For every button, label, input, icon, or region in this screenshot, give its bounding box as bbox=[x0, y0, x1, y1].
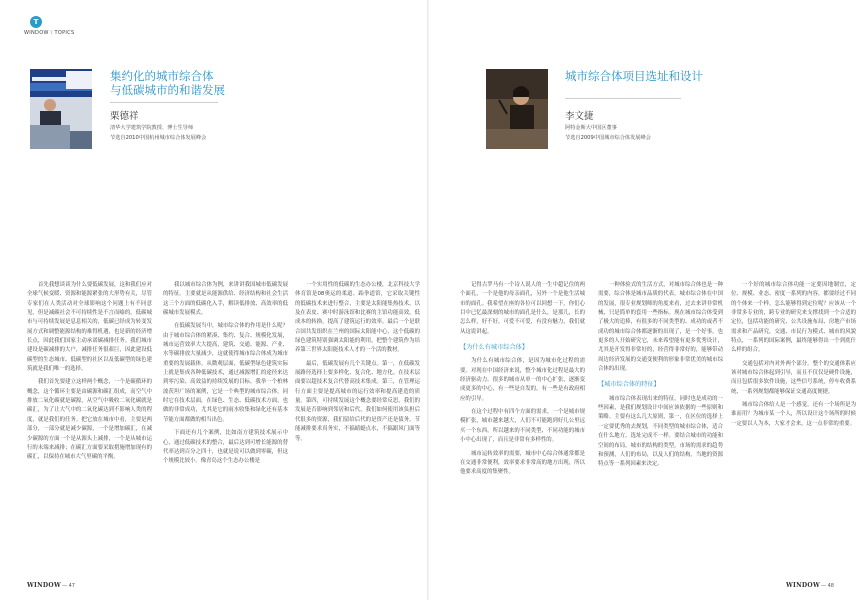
page-fold bbox=[427, 0, 429, 600]
woman-speaking-into-microphone-photo bbox=[486, 69, 548, 149]
paragraph: 我以城市综合体为例，来讲讲我国城市低碳发展的特征。主要就是从能源供给、经济结构和社会生活这三个方面的低碳化入手，解读低排放、高效率的低碳城市发展模式。 bbox=[163, 282, 288, 317]
column-1 bbox=[27, 281, 152, 467]
paragraph: 一个实用性的低碳的生态办公楼，北京科技大学体育馆是08奥运的柔道、跆拳道馆，它采取关键性的低碳技术来进行整合，主要是太阳能集热技术，以及在表皮、赛中时游泳馆和比赛的主馆功能高效，低成本的转换，提高了建筑运行的效率。最后一个是联合国共发组织在兰州的国际太阳能中心，这个低碳的绿色建筑特别强调太阳能的利用，把整个建筑作为培养第三世界太阳能技术人才的一个活的教材。 bbox=[295, 282, 420, 354]
column-3 bbox=[295, 281, 420, 448]
paragraph: 交通包括对内对外两个部分。整个的交通体系应该对城市综合体起到引导，而且不仅仅是硬件设施，而且包括很多软件设施，这些信号系统，停车收费系统，一系列规划都能够保证交通高度便捷。 bbox=[731, 360, 856, 395]
right-footer-brand: WINDOW bbox=[786, 582, 820, 589]
right-page-number: — 48 bbox=[821, 583, 834, 589]
section-tag bbox=[24, 30, 74, 36]
paragraph: 城市综合体给人是一个感觉，还有一个场所是为谁而用？为城市某一个人，所以设计这个场所的时候一定要以人为本，大家才会来，这一点非常的重要。 bbox=[731, 402, 856, 427]
paragraph: 城市运转效率的需要，城市中心综合体通常都是在交通非常便利，效率要求非常高的地方出现，所以他要求高度的集聚性。 bbox=[460, 450, 585, 476]
column-4 bbox=[460, 281, 585, 482]
section-heading: 【城市综合体的特征】 bbox=[598, 381, 660, 389]
left-author-name: 栗德祥 bbox=[110, 111, 139, 122]
paragraph: 最后，低碳发展有几个关键点。第一，在低碳发展路径选择上要多样化、复合化、地方化。在技术层面要以超技术复合代替高技术集成。第三，在管理运行方面主要是提高城市的运行效率和提高建造的质量。第四，可持续发展这个概念要经常反思，我们的发展是否影响到邻居和后代，我们如何使用该负担后代很多的资源，我们留给后代的是资产还是债务，节能减排要求真务实，不搞蜻蜓点水，不搞跟风门面等等。 bbox=[295, 360, 420, 442]
paragraph: 在低碳发展当中，城市综合体的作用是什么呢？由于城市综合体的紧凑、集约、复合、规模化发展，城市运营效率大大提高，建筑、交通、能源、产业、水等碳排放大量减少，这就使得城市综合体成为城市重要的发展载体。从微观层面，低碳型绿色建筑实际上就是集成各种低碳技术，通过减源增汇的途径来达到零污染、高效益的持续发展的目标。我举一个柏林波茨坦广场的案例，它是一个典型的城市综合体，同时它在技术层面，在绿色、生态、低碳技术方面，也做的非常成功，尤其是它的雨水收集和绿化还有基本节能方面都做的相当出色。 bbox=[163, 323, 288, 423]
left-meta-affiliation: 清华大学建筑学院教授、博士生导师 bbox=[110, 125, 194, 131]
paragraph: 在这个过程中有四个方面的需求，一个是城市规模扩张，城市越来越大，人们不可能跑到好几公里远买一个东西，所以越来的不同类型、不同功能的城市小中心出现了，而且是非常有多样性的。 bbox=[460, 409, 585, 444]
paragraph: 我们首先要建立这样两个概念，一个是碳循环的概念，这个循环主要是由碳源和碳汇组成，而空气中排放二氧化碳就是碳源，从空气中吸收二氧化碳就是碳汇，为了让大气中的二氧化碳达到不影响人类的程度，就是我们的任务。把它放在城市中看，主要是两部分，一部分就是减少碳源，一个是增加碳汇，在减少碳源的方面一个是从源头上减排，一个是从城市运行的末端来减排；在碳汇方面要采取措施增加现有的碳汇，以保持在城市大气里碳的平衡。 bbox=[27, 379, 152, 461]
column-5 bbox=[598, 281, 723, 474]
paragraph: 一个好的城市综合体功能一定要因地制宜，定位、规模、业态、密度一系列的内容，都要经过不同的个体来一个样。怎么能够得到定位呢？应该从一个非常多专业的，跨专业的研究来支撑找到一个合适的定位，包括功能的研究、公共设施布局、房地产市场需求和产品研究，交通、市民行为模式、城市的风貌特点，一系列的国际案例，最终能够得出一个到底什么样的组合。 bbox=[731, 282, 856, 354]
speaker-at-podium-photo bbox=[30, 69, 92, 149]
left-title-line-2: 与低碳城市的和谐发展 bbox=[110, 83, 225, 97]
right-title-rule bbox=[565, 98, 681, 99]
section-topic: TOPICS bbox=[54, 30, 75, 36]
section-heading: 【为什么有城市综合体】 bbox=[460, 344, 529, 352]
paragraph: 下面还有几个案例，比如南方建筑技术展示中心，通过低碳技术的整合，最后达到可增长能源的替代率达到百分之四十，也就是说可以做到零碳，但这个规模比较小。像青岛这个生态办公楼是 bbox=[163, 430, 288, 465]
paragraph: 城市综合体表现出来的特征，同时也是成功的一些因素，是我们规划设计中间应该依据的一些原则和策略。主要有这么几大原则，第一，在区位的选择上一定要优秀的去规划，不同类型的城市综合体，适合在什么地方。选址完成不一样。要结合城市的功能和空间的布局，城市的结构的类型，市场的需求的趋势和预测，人们的布局，以及人们的结构，当地的资源特点等一系列因素来决定。 bbox=[598, 395, 723, 468]
right-meta-source: 节选自2009中国城市综合体发展峰会 bbox=[565, 135, 651, 141]
left-title-line-1: 集约化的城市综合体 bbox=[110, 69, 214, 83]
right-meta-affiliation: 阿特金斯大中国区董事 bbox=[565, 125, 617, 131]
column-6 bbox=[731, 281, 856, 433]
paragraph: 首先我想谈谈为什么要低碳发展，这和我们应对全球气候变暖、资源和能源紧张的大形势有关，尽管专家们在人类活动对全球影响这个问题上有不同意见，但是减碳社会不可持续性是不言而喻的。低碳城市与可持续发展是息息相关的，低碳已经成为转变发展方式和调整能源结构的难得机遇，也是新的经济增长点，因此我们国家主动承诺碳减排任务。我们城市建设是碳减排的大户，减排任务很艰巨，因此建设低碳型的生态城市、低碳型的社区以及低碳型的绿色建筑就是我们唯一的选择。 bbox=[27, 282, 152, 373]
left-article-title bbox=[110, 69, 225, 97]
left-title-rule bbox=[110, 102, 218, 103]
left-author-meta bbox=[110, 123, 206, 143]
left-page-number: — 47 bbox=[62, 583, 75, 589]
section-separator: \ bbox=[50, 30, 53, 36]
topics-badge-icon: T bbox=[30, 16, 42, 28]
left-meta-source: 节选自2010中国杭州城市综合体发展峰会 bbox=[110, 135, 207, 141]
right-article-title: 城市综合体项目选址和设计 bbox=[565, 69, 703, 83]
right-author-meta bbox=[565, 123, 651, 143]
paragraph: 为什么有城市综合体，是因为城市化过程的需要。对现在中国经济来说，整个城市化过程是最大的经济驱动力。很多的城市从单一的中心扩张，逐渐变成更多的中心，有一些是自发的，有一些是有政府相应的引导。 bbox=[460, 358, 585, 402]
left-footer-brand: WINDOW bbox=[27, 582, 61, 589]
column-2 bbox=[163, 281, 288, 471]
right-author-name: 李文捷 bbox=[565, 111, 594, 122]
section-label: WINDOW bbox=[24, 30, 49, 36]
paragraph: 记得古罗马有一个诗人说人的一生中超记住的两个面孔，一个是他的母亲面孔，另外一个是他生活城市的面孔。我希望在座的各位可以回想一下，你们心目中已忆最深刻的城市的面孔是什么，是那儿，长的怎么样，好不好，可爱不可爱，有没有魅力，我们就从这说讲起。 bbox=[460, 282, 585, 335]
paragraph: 一种体验式的生活方式，对城市综合体也是一种需要，综合体是城市品质的代表。城市综合体在中国的发展，很专业规划师的角度来看，过去来讲非常机械，只是简单的套用一些指标。现在城市综合体受到了极大的追捧，有很多的不同类型的、成功的或者不成功的城市综合体都逐渐的出现了，是一个好事。也更多的人开始研究它，未来希望能有更多优秀设计，尤其是开发得非常好的，经营得非常好的，能够带动周边经济发展的交通变便利的形象非常优美的城市综合体的出现。 bbox=[598, 282, 723, 373]
